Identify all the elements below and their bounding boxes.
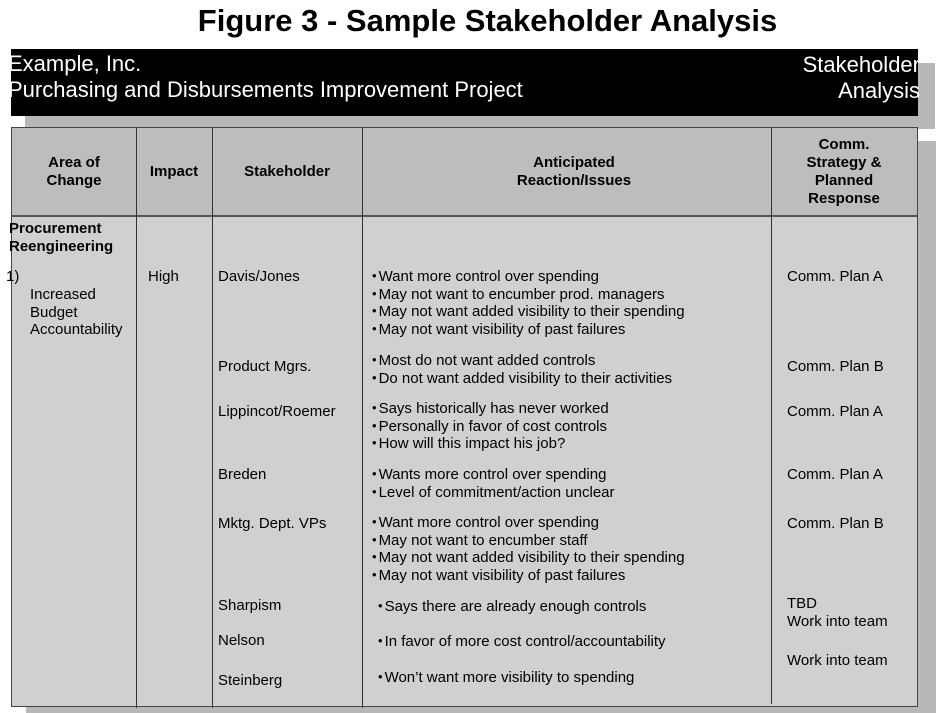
issue-item: • Do not want added visibility to their activities (372, 370, 672, 388)
response-value: Comm. Plan B (787, 358, 884, 375)
issue-item: • May not want visibility of past failures (372, 321, 685, 339)
area-heading (9, 220, 113, 255)
title-banner (8, 49, 920, 116)
issue-list (378, 669, 634, 687)
issue-item: • Says historically has never worked (372, 400, 609, 418)
stakeholder-name: Product Mgrs. (218, 358, 312, 375)
issue-item: • How will this impact his job? (372, 435, 609, 453)
header-comm-strategy (771, 128, 917, 216)
company-name: Example, Inc. (8, 51, 142, 76)
header-impact (136, 128, 212, 216)
area-heading-line: Procurement (9, 220, 102, 237)
response-value (787, 595, 888, 630)
issue-list (372, 466, 615, 501)
issue-item: • Wants more control over spending (372, 466, 615, 484)
header-text: Response (808, 190, 880, 207)
issue-item: • Want more control over spending (372, 268, 685, 286)
response-value: Work into team (787, 652, 888, 669)
issue-item: • May not want added visibility to their spending (372, 549, 685, 567)
area-item (30, 286, 123, 339)
issue-item: • May not want to encumber prod. managers (372, 286, 685, 304)
area-item-number: 1) (6, 268, 20, 285)
header-text: Planned (814, 172, 874, 189)
issue-item: • Most do not want added controls (372, 352, 672, 370)
issue-list (372, 514, 685, 584)
area-item-line: Accountability (30, 321, 123, 339)
header-text: Area of (48, 154, 100, 171)
impact-value: High (148, 268, 179, 285)
issue-item: • Personally in favor of cost controls (372, 418, 609, 436)
issue-item: • Want more control over spending (372, 514, 685, 532)
issue-item: • Level of commitment/action unclear (372, 484, 615, 502)
issue-item: • Says there are already enough controls (378, 598, 646, 616)
stakeholder-name: Nelson (218, 632, 265, 649)
stakeholder-name: Davis/Jones (218, 268, 300, 285)
stakeholder-name: Steinberg (218, 672, 283, 689)
issue-item: • May not want to encumber staff (372, 532, 685, 550)
area-item-line: Budget (30, 303, 78, 321)
header-area-of-change (12, 128, 136, 216)
response-line: Work into team (787, 612, 888, 630)
stakeholder-name: Lippincot/Roemer (218, 403, 336, 420)
header-text: Comm. (818, 136, 870, 153)
issue-item: • In favor of more cost control/accountability (378, 633, 666, 651)
response-value: Comm. Plan B (787, 515, 884, 532)
banner-label-line1: Stakeholder (802, 52, 920, 77)
header-anticipated-reaction (362, 128, 786, 216)
response-line: TBD (787, 595, 817, 612)
figure-title: Figure 3 - Sample Stakeholder Analysis (197, 3, 778, 38)
banner-label-line2: Analysis (838, 78, 920, 103)
header-text: Change (46, 172, 102, 189)
response-value: Comm. Plan A (787, 268, 883, 285)
header-text: Impact (149, 163, 199, 180)
header-stakeholder (212, 128, 362, 216)
stakeholder-name: Mktg. Dept. VPs (218, 515, 327, 532)
stakeholder-name: Sharpism (218, 597, 282, 614)
response-value: Comm. Plan A (787, 466, 883, 483)
issue-list (372, 400, 609, 453)
issue-item: • May not want added visibility to their spending (372, 303, 685, 321)
issue-list (372, 352, 672, 387)
banner-label (803, 52, 920, 104)
issue-item: • Won’t want more visibility to spending (378, 669, 634, 687)
area-item-line: Increased (30, 286, 96, 303)
issue-item: • May not want visibility of past failures (372, 567, 685, 585)
stakeholder-table (6, 127, 918, 707)
stakeholder-name: Breden (218, 466, 267, 483)
issue-list (372, 268, 685, 338)
issue-list (378, 633, 666, 651)
header-text: Stakeholder (244, 163, 330, 180)
project-name: Purchasing and Disbursements Improvement Project (8, 77, 523, 102)
area-heading-line: Reengineering (9, 237, 114, 255)
header-text: Reaction/Issues (516, 172, 632, 189)
header-text: Strategy & (806, 154, 882, 171)
header-text: Anticipated (533, 154, 615, 171)
issue-list (378, 598, 646, 616)
response-value: Comm. Plan A (787, 403, 883, 420)
